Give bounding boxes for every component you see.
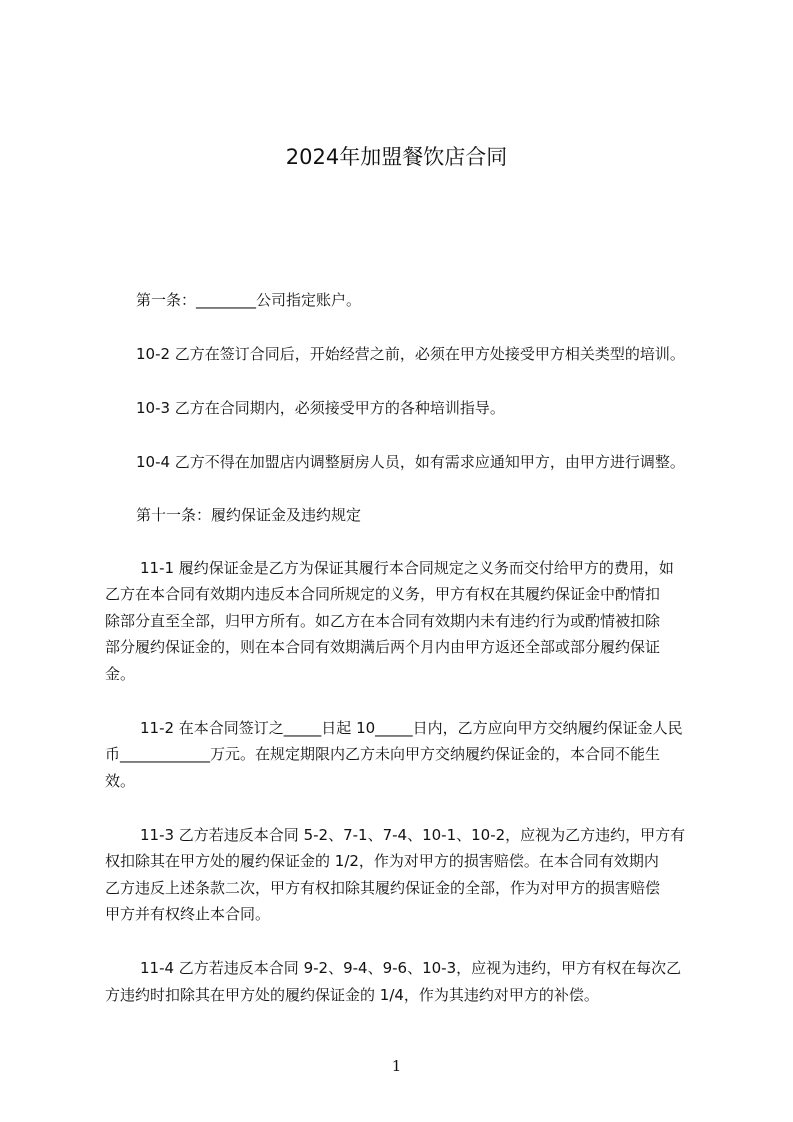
clause-10-2-line: 10-2 乙方在签订合同后，开始经营之前，必须在甲方处接受甲方相关类型的培训。 bbox=[136, 345, 685, 363]
clause-11-2-line-1: 11-2 在本合同签订之_____日起 10_____日内，乙方应向甲方交纳履约保证金人民 bbox=[140, 719, 683, 737]
clause-11-2-line-3: 效。 bbox=[105, 772, 136, 790]
clause-10-4-line: 10-4 乙方不得在加盟店内调整厨房人员，如有需求应通知甲方，由甲方进行调整。 bbox=[136, 453, 685, 471]
clause-11-4-line-2: 方违约时扣除其在甲方处的履约保证金的 1/4，作为其违约对甲方的补偿。 bbox=[105, 986, 599, 1004]
clause-11-3-line-1: 11-3 乙方若违反本合同 5-2、7-1、7-4、10-1、10-2，应视为乙方违约，甲方有 bbox=[140, 826, 686, 844]
clause-11-2-line-2: 币____________万元。在规定期限内乙方未向甲方交纳履约保证金的，本合同不能生 bbox=[105, 745, 661, 763]
page-number: 1 bbox=[391, 1057, 402, 1075]
clause-11-1-line-1: 11-1 履约保证金是乙方为保证其履行本合同规定之义务而交付给甲方的费用，如 bbox=[140, 559, 674, 577]
clause-11-1-line-4: 部分履约保证金的，则在本合同有效期满后两个月内由甲方返还全部或部分履约保证 bbox=[105, 638, 661, 656]
clause-11-1-line-5: 金。 bbox=[105, 665, 136, 683]
clause-11-3-line-3: 乙方违反上述条款二次，甲方有权扣除其履约保证金的全部，作为对甲方的损害赔偿 bbox=[105, 879, 661, 897]
clause-11-3-line-2: 权扣除其在甲方处的履约保证金的 1/2，作为对甲方的损害赔偿。在本合同有效期内 bbox=[105, 852, 659, 870]
clause-11-3-line-4: 甲方并有权终止本合同。 bbox=[105, 905, 271, 923]
clause-11-heading: 第十一条：履约保证金及违约规定 bbox=[136, 506, 362, 524]
clause-11-1-line-2: 乙方在本合同有效期内违反本合同所规定的义务，甲方有权在其履约保证金中酌情扣 bbox=[105, 585, 661, 603]
document-title: 2024年加盟餐饮店合同 bbox=[285, 145, 508, 169]
clause-1-line: 第一条：________公司指定账户。 bbox=[136, 291, 362, 309]
clause-10-3-line: 10-3 乙方在合同期内，必须接受甲方的各种培训指导。 bbox=[136, 399, 505, 417]
clause-11-1-line-3: 除部分直至全部，归甲方所有。如乙方在本合同有效期内未有违约行为或酌情被扣除 bbox=[105, 612, 661, 630]
clause-11-4-line-1: 11-4 乙方若违反本合同 9-2、9-4、9-6、10-3，应视为违约，甲方有权在每次乙 bbox=[140, 959, 682, 977]
